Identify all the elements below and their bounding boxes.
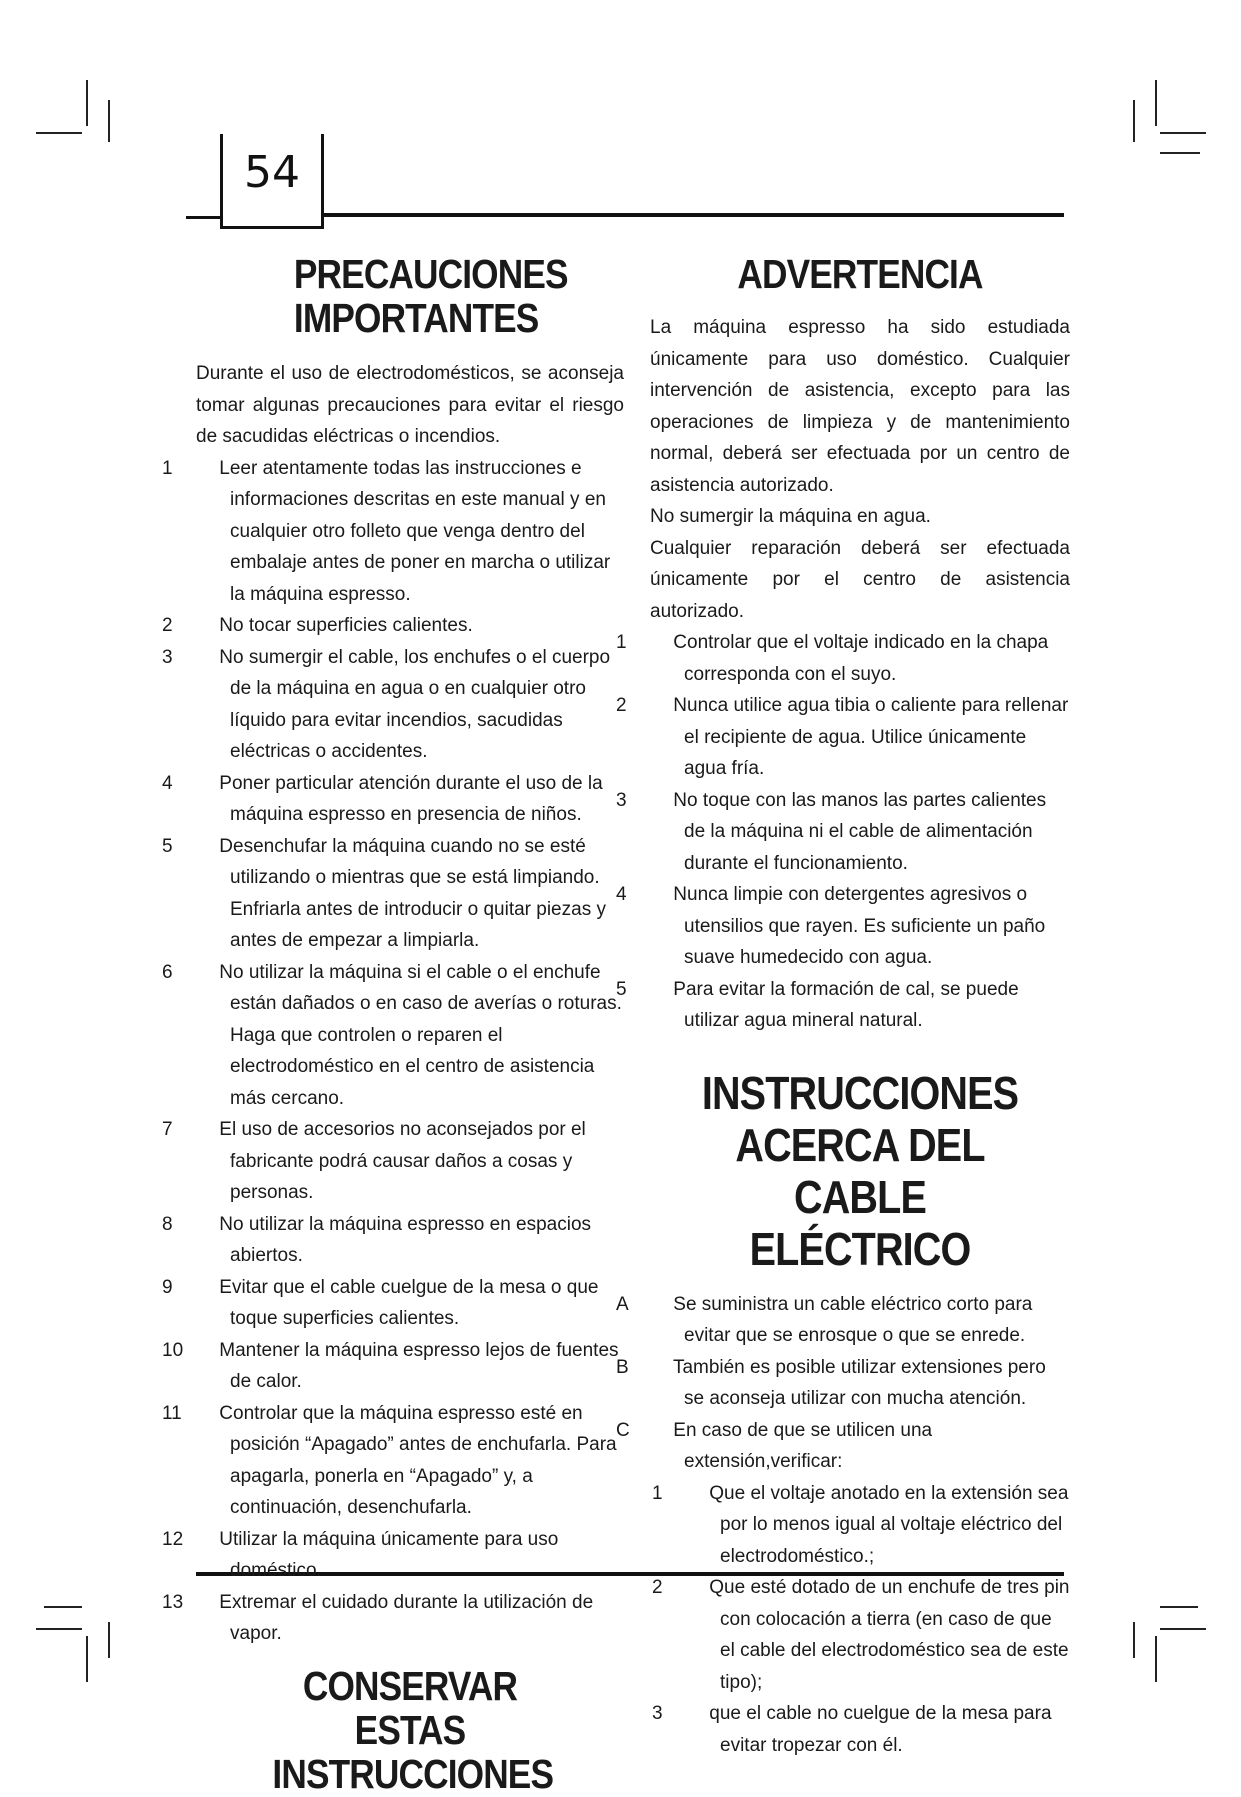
crop-mark-tr-v1 (1155, 80, 1157, 126)
header-rule (322, 213, 1064, 217)
list-item (162, 1587, 624, 1650)
cable-instructions-title: INSTRUCCIONES ACERCA DEL CABLE ELÉCTRICO (701, 1066, 1019, 1275)
item-number: 8 (162, 1213, 173, 1235)
crop-mark-tr-v2 (1133, 100, 1135, 142)
crop-mark-br-v2 (1133, 1622, 1135, 1658)
warning-title: ADVERTENCIA (737, 251, 983, 297)
crop-mark-bl-v1 (86, 1636, 88, 1682)
list-item (616, 879, 1070, 974)
list-item (162, 610, 624, 642)
item-text: Que el voltaje anotado en la extensión sea por lo menos igual al voltaje eléctrico del electrodoméstico.; (709, 1482, 1069, 1567)
item-letter: C (616, 1419, 630, 1441)
item-number: 5 (616, 978, 627, 1000)
item-text: Utilizar la máquina únicamente para uso doméstico. (219, 1528, 559, 1581)
warning-paragraph: Cualquier reparación deberá ser efectuada únicamente por el centro de asistencia autorizado. (650, 537, 1070, 622)
item-number: 9 (162, 1276, 173, 1298)
item-text: No toque con las manos las partes calientes de la máquina ni el cable de alimentación durante el funcionamiento. (673, 789, 1047, 874)
precautions-intro: Durante el uso de electrodomésticos, se aconseja tomar algunas precauciones para evitar el riesgo de sacudidas eléctricas o incendios. (196, 363, 624, 447)
item-number: 4 (616, 884, 627, 905)
precautions-list (162, 453, 624, 1650)
item-text: No utilizar la máquina espresso en espacios abiertos. (219, 1213, 592, 1266)
item-number: 12 (162, 1528, 184, 1550)
item-text: El uso de accesorios no aconsejados por el fabricante podrá causar daños a cosas y personas. (219, 1119, 586, 1203)
item-number: 1 (616, 632, 627, 653)
right-column (616, 251, 1070, 1761)
list-item (616, 1415, 1070, 1478)
item-text: No tocar superficies calientes. (219, 615, 473, 636)
list-item (616, 974, 1070, 1037)
crop-mark-br-h2 (1160, 1606, 1198, 1608)
crop-mark-bl-v2 (108, 1622, 110, 1658)
item-text: Se suministra un cable eléctrico corto para evitar que se enrosque o que se enrede. (673, 1293, 1033, 1346)
item-text: Nunca limpie con detergentes agresivos o utensilios que rayen. Es suficiente un paño suave humedecido con agua. (673, 884, 1046, 968)
page-number: 54 (244, 147, 300, 198)
item-number: 1 (652, 1482, 663, 1504)
list-item (616, 1289, 1070, 1352)
item-number: 1 (162, 457, 173, 479)
item-text: No sumergir el cable, los enchufes o el cuerpo de la máquina en agua o en cualquier otro líquido para evitar incendios, sacudidas eléctricas o accidentes. (219, 646, 611, 762)
list-item (162, 642, 624, 768)
item-text: que el cable no cuelgue de la mesa para evitar tropezar con él. (709, 1703, 1052, 1756)
crop-mark-br-h (1160, 1628, 1206, 1630)
list-item (162, 1524, 624, 1587)
list-item (162, 831, 624, 957)
list-item (162, 1209, 624, 1272)
item-number: 5 (162, 835, 173, 857)
list-item (616, 690, 1070, 785)
warning-list (616, 627, 1070, 1037)
header-rule-left (186, 216, 222, 219)
item-letter: B (616, 1356, 629, 1378)
item-number: 2 (162, 615, 173, 636)
warning-paragraph: La máquina espresso ha sido estudiada únicamente para uso doméstico. Cualquier intervención de asistencia, excepto para las operaciones de limpieza y de mantenimiento normal, deberá ser efectuada por un centro de asistencia autorizado. (650, 317, 1070, 496)
item-number: 13 (162, 1591, 184, 1613)
item-letter: A (616, 1293, 629, 1315)
item-number: 2 (616, 695, 627, 716)
cable-list (616, 1289, 1070, 1762)
crop-mark-tl-v2 (108, 100, 110, 142)
item-number: 3 (616, 789, 627, 811)
item-text: En caso de que se utilicen una extensión,verificar: (673, 1419, 933, 1472)
item-number: 7 (162, 1119, 173, 1140)
list-item (616, 785, 1070, 880)
item-text: Leer atentamente todas las instrucciones e informaciones descritas en este manual y en cualquier otro folleto que venga dentro del embalaje antes de poner en marcha o utilizar la máquina espresso. (219, 457, 611, 605)
crop-mark-bl-h (36, 1628, 82, 1630)
header-rule-bottom (220, 226, 324, 229)
crop-mark-tl-v1 (86, 80, 88, 126)
crop-mark-tl-h (36, 132, 82, 134)
item-text: Controlar que el voltaje indicado en la chapa corresponda con el suyo. (673, 632, 1049, 685)
item-number: 11 (162, 1402, 182, 1424)
item-text: Mantener la máquina espresso lejos de fuentes de calor. (219, 1339, 619, 1392)
sub-list-item (650, 1478, 1070, 1573)
list-item (162, 957, 624, 1115)
list-item (162, 1335, 624, 1398)
sub-list-item (650, 1698, 1070, 1761)
list-item (162, 768, 624, 831)
item-text: Para evitar la formación de cal, se puede utilizar agua mineral natural. (673, 978, 1019, 1031)
list-item (162, 1114, 624, 1209)
item-number: 4 (162, 772, 173, 794)
item-number: 10 (162, 1339, 184, 1361)
item-number: 3 (652, 1703, 663, 1724)
item-text: Extremar el cuidado durante la utilización de vapor. (219, 1591, 594, 1644)
keep-instructions-title: CONSERVAR ESTAS INSTRUCCIONES (272, 1662, 554, 1797)
left-column (162, 251, 624, 1797)
item-number: 2 (652, 1577, 663, 1598)
item-text: Evitar que el cable cuelgue de la mesa o que toque superficies calientes. (219, 1276, 599, 1329)
list-item (616, 1352, 1070, 1415)
list-item (162, 1398, 624, 1524)
item-number: 6 (162, 961, 173, 983)
item-text: Poner particular atención durante el uso de la máquina espresso en presencia de niños. (219, 772, 603, 825)
item-text: Que esté dotado de un enchufe de tres pin con colocación a tierra (en caso de que el cable del electrodoméstico sea de este tipo); (709, 1577, 1070, 1693)
item-text: Controlar que la máquina espresso esté en posición “Apagado” antes de enchufarla. Para apagarla, ponerla en “Apagado” y, a continuación, desenchufarla. (219, 1402, 617, 1518)
item-text: También es posible utilizar extensiones pero se aconseja utilizar con mucha atención. (672, 1356, 1046, 1409)
list-item (162, 1272, 624, 1335)
list-item (162, 453, 624, 611)
warning-paragraph: No sumergir la máquina en agua. (650, 506, 931, 527)
sub-list-item (650, 1572, 1070, 1698)
crop-mark-bl-h2 (44, 1606, 82, 1608)
precautions-title: PRECAUCIONES IMPORTANTES (293, 251, 568, 341)
list-item (616, 627, 1070, 690)
item-text: Desenchufar la máquina cuando no se esté utilizando o mientras que se está limpiando. Enfriarla antes de introducir o quitar piezas y antes de empezar a limpiarla. (219, 835, 606, 951)
item-text: Nunca utilice agua tibia o caliente para rellenar el recipiente de agua. Utilice únicamente agua fría. (673, 695, 1069, 779)
item-number: 3 (162, 646, 173, 668)
item-text: No utilizar la máquina si el cable o el enchufe están dañados o en caso de averías o roturas. Haga que controlen o reparen el electrodoméstico en el centro de asistencia más cercano. (219, 961, 622, 1109)
crop-mark-tr-h (1160, 132, 1206, 134)
crop-mark-tl2-h (1160, 152, 1200, 154)
crop-mark-br-v1 (1155, 1636, 1157, 1682)
